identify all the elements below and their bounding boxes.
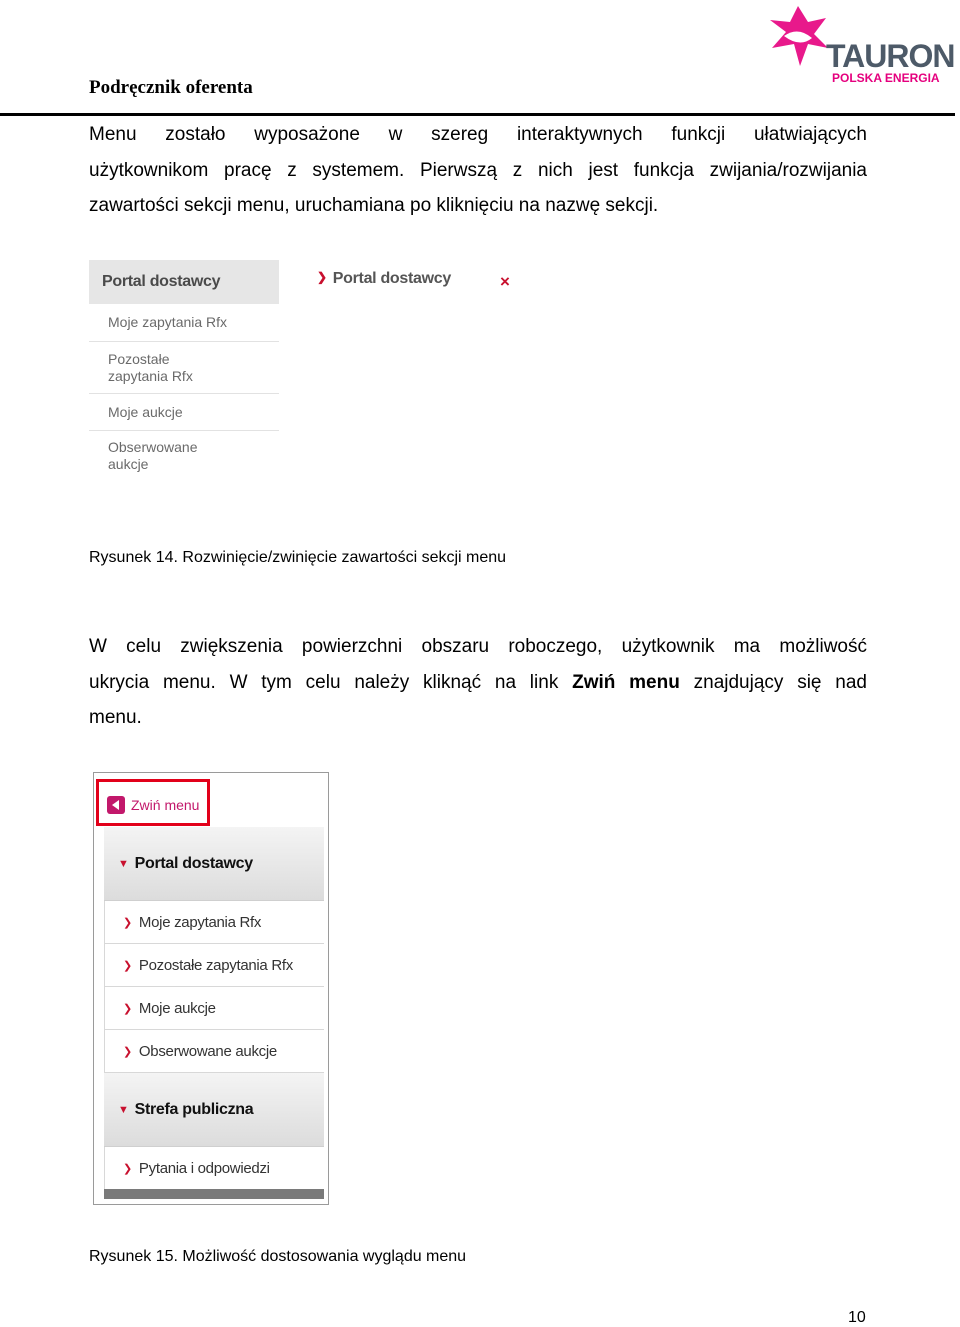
- page-number: 10: [848, 1309, 866, 1326]
- menu-item-label: Moje zapytania Rfx: [138, 913, 262, 931]
- chevron-right-icon: ❯: [123, 1162, 132, 1175]
- menu-item-label: Pozostałe zapytania Rfx: [138, 956, 293, 974]
- chevron-right-icon: ❯: [123, 1045, 132, 1058]
- chevron-down-icon: ▼: [118, 1103, 129, 1116]
- menu-item-moje-zapytania[interactable]: [104, 901, 324, 944]
- chevron-right-icon: ❯: [123, 1002, 132, 1015]
- logo-subtitle: POLSKA ENERGIA: [832, 71, 940, 85]
- paragraph-line: użytkownikom pracę z systemem. Pierwszą z nich jest funkcja zwijania/rozwijania: [89, 159, 867, 181]
- menu-item-label: Moje aukcje: [108, 403, 183, 420]
- menu-item-moje-aukcje[interactable]: [89, 394, 279, 431]
- side-menu: [104, 827, 324, 1190]
- figure15-caption: Rysunek 15. Możliwość dostosowania wyglądu menu: [89, 1248, 467, 1265]
- chevron-right-icon: ❯: [123, 916, 132, 929]
- section-label: Portal dostawcy: [134, 854, 253, 872]
- zwin-menu-emphasis: Zwiń menu: [572, 671, 680, 693]
- menu-section-strefa-publiczna[interactable]: [104, 1073, 324, 1147]
- paragraph-text: ukrycia menu. W tym celu należy kliknąć na link: [89, 671, 573, 693]
- menu-item-obserwowane-aukcje[interactable]: [89, 431, 279, 481]
- figure14-caption: Rysunek 14. Rozwinięcie/zwinięcie zawartości sekcji menu: [89, 549, 507, 566]
- close-icon[interactable]: ×: [500, 272, 510, 291]
- menu-item-obserwowane-aukcje[interactable]: [104, 1030, 324, 1073]
- collapse-paragraph: [89, 629, 867, 736]
- collapsed-section-header[interactable]: [317, 270, 451, 288]
- menu-item-pozostale-zapytania[interactable]: [104, 944, 324, 987]
- tauron-logo: [764, 2, 954, 92]
- menu-item-moje-aukcje[interactable]: [104, 987, 324, 1030]
- scrollbar[interactable]: [104, 1189, 324, 1199]
- menu-item-label: Moje zapytania Rfx: [108, 314, 228, 330]
- figure15-menu-screenshot: [93, 772, 329, 1205]
- chevron-right-icon: ❯: [317, 270, 327, 284]
- header-divider: [0, 113, 955, 116]
- menu-item-label: Obserwowane aukcje: [108, 439, 198, 472]
- menu-section-header[interactable]: Portal dostawcy: [89, 260, 279, 304]
- paragraph-line: [89, 665, 867, 701]
- menu-item-label: Obserwowane aukcje: [138, 1042, 277, 1060]
- paragraph-line: W celu zwiększenia powierzchni obszaru roboczego, użytkownik ma możliwość: [89, 636, 867, 657]
- logo-wordmark: TAURON: [826, 38, 955, 74]
- paragraph-line: Menu zostało wyposażone w szereg interaktywnych funkcji ułatwiających: [89, 124, 867, 145]
- menu-item-label: Pytania i odpowiedzi: [138, 1159, 270, 1177]
- tauron-star-icon: [764, 2, 834, 72]
- section-label: Strefa publiczna: [134, 1100, 254, 1118]
- menu-item-moje-zapytania[interactable]: [89, 304, 279, 342]
- figure14-expanded-menu: [89, 260, 279, 485]
- chevron-down-icon: ▼: [118, 857, 129, 870]
- section-label: Portal dostawcy: [332, 270, 451, 287]
- paragraph-line: menu.: [89, 707, 142, 728]
- paragraph-text: znajdujący się nad: [679, 671, 867, 693]
- menu-item-label: Moje aukcje: [138, 999, 216, 1017]
- menu-item-label: Pozostałe zapytania Rfx: [108, 350, 193, 384]
- chevron-right-icon: ❯: [123, 959, 132, 972]
- menu-section-portal-dostawcy[interactable]: [104, 827, 324, 901]
- zwin-menu-link[interactable]: [96, 779, 210, 826]
- intro-paragraph: [89, 117, 867, 224]
- zwin-menu-label: Zwiń menu: [131, 797, 200, 813]
- document-header-title: Podręcznik oferenta: [89, 77, 253, 98]
- menu-item-pytania-i-odpowiedzi[interactable]: [104, 1147, 324, 1190]
- paragraph-line: zawartości sekcji menu, uruchamiana po kliknięciu na nazwę sekcji.: [89, 195, 659, 216]
- menu-item-pozostale-zapytania[interactable]: [89, 342, 279, 394]
- arrow-left-icon: [107, 796, 125, 814]
